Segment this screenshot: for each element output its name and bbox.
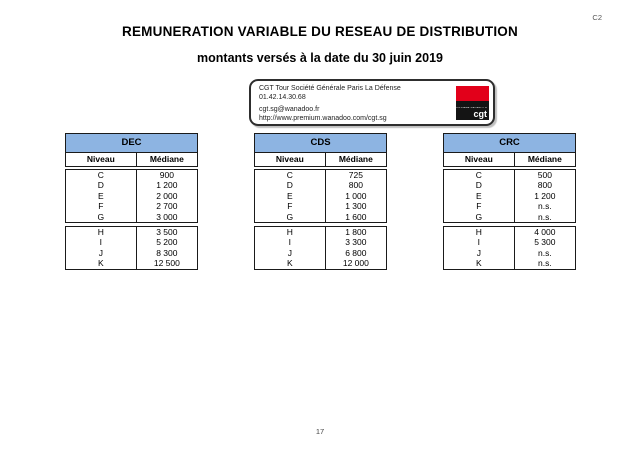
document-subtitle: montants versés à la date du 30 juin 2019 (197, 51, 443, 65)
column-header-mediane: Médiane (527, 154, 562, 164)
table-row (255, 191, 386, 201)
cell-mediane: 500 (537, 170, 552, 180)
page-number: 17 (315, 427, 325, 436)
cell-mediane: 900 (159, 170, 174, 180)
stamp-address: CGT Tour Société Générale Paris La Défense (259, 85, 401, 92)
table-row (255, 248, 386, 258)
cell-mediane: 5 300 (534, 237, 556, 248)
cell-niveau: F (255, 201, 326, 211)
cell-niveau: C (66, 170, 137, 180)
cell-niveau: G (255, 212, 326, 222)
table-row (255, 237, 386, 247)
table-row (255, 170, 386, 180)
cell-niveau: D (444, 180, 515, 190)
table-row (444, 212, 575, 222)
cell-mediane: n.s. (538, 258, 552, 269)
cell-mediane: 1 600 (345, 211, 367, 222)
cell-mediane: 12 000 (342, 258, 369, 269)
cgt-societe-generale-logo-icon (456, 86, 489, 120)
table-dec (65, 133, 198, 270)
cell-mediane: 1 000 (345, 190, 367, 201)
column-header-mediane: Médiane (338, 154, 373, 164)
classification-mark: C2 (592, 13, 602, 22)
cell-niveau: H (255, 227, 326, 237)
cell-niveau: F (66, 201, 137, 211)
cell-mediane: 1 200 (534, 190, 556, 201)
column-header-mediane: Médiane (149, 154, 184, 164)
cell-niveau: I (66, 237, 137, 247)
table-row (255, 227, 386, 237)
table-row (66, 180, 197, 190)
cell-niveau: F (444, 201, 515, 211)
cell-mediane: 2 700 (156, 201, 178, 212)
table-cds-section-1 (254, 169, 387, 223)
table-cds-column-headers (254, 153, 387, 167)
cell-mediane: 3 000 (156, 211, 178, 222)
cell-niveau: J (66, 248, 137, 258)
cell-niveau: H (66, 227, 137, 237)
cell-mediane: 6 800 (345, 247, 367, 258)
table-crc-title: CRC (443, 133, 576, 153)
table-row (444, 180, 575, 190)
cell-mediane: 12 500 (153, 258, 180, 269)
table-row (444, 170, 575, 180)
cell-niveau: C (444, 170, 515, 180)
cell-mediane: 1 800 (345, 226, 367, 237)
table-row (66, 170, 197, 180)
cell-mediane: 3 300 (345, 237, 367, 248)
table-row (444, 191, 575, 201)
cell-niveau: J (444, 248, 515, 258)
cell-niveau: K (255, 258, 326, 268)
cell-niveau: E (66, 191, 137, 201)
table-row (66, 191, 197, 201)
table-crc (443, 133, 576, 270)
table-crc-column-headers (443, 153, 576, 167)
table-row (444, 258, 575, 268)
table-row (66, 248, 197, 258)
table-dec-section-1 (65, 169, 198, 223)
cell-mediane: 8 300 (156, 247, 178, 258)
cell-niveau: I (444, 237, 515, 247)
table-dec-title: DEC (65, 133, 198, 153)
table-row (66, 258, 197, 268)
cell-mediane: n.s. (538, 247, 552, 258)
cell-niveau: G (444, 212, 515, 222)
table-row (444, 227, 575, 237)
table-cds (254, 133, 387, 270)
table-row (444, 248, 575, 258)
logo-cgt-text: cgt (456, 108, 489, 120)
cell-niveau: K (66, 258, 137, 268)
cell-niveau: D (255, 180, 326, 190)
stamp-text-block (259, 85, 401, 123)
column-header-niveau: Niveau (66, 153, 137, 166)
cell-mediane: 800 (348, 180, 363, 191)
table-row (255, 212, 386, 222)
column-header-niveau: Niveau (255, 153, 326, 166)
table-cds-title: CDS (254, 133, 387, 153)
cell-niveau: D (66, 180, 137, 190)
cell-niveau: H (444, 227, 515, 237)
logo-band (456, 101, 489, 108)
table-dec-section-2 (65, 226, 198, 270)
cell-mediane: 1 200 (156, 180, 178, 191)
cell-mediane: 5 200 (156, 237, 178, 248)
cell-mediane: n.s. (538, 211, 552, 222)
table-row (255, 180, 386, 190)
table-cds-section-2 (254, 226, 387, 270)
cell-niveau: E (444, 191, 515, 201)
cell-mediane: 2 000 (156, 190, 178, 201)
cell-mediane: n.s. (538, 201, 552, 212)
table-row (66, 237, 197, 247)
cell-mediane: 725 (348, 170, 363, 180)
table-row (444, 201, 575, 211)
table-row (444, 237, 575, 247)
table-dec-column-headers (65, 153, 198, 167)
table-row (255, 201, 386, 211)
stamp-email: cgt.sg@wanadoo.fr (259, 106, 320, 114)
table-row (66, 227, 197, 237)
stamp-website: http://www.premium.wanadoo.com/cgt.sg (259, 114, 387, 122)
table-crc-section-1 (443, 169, 576, 223)
cgt-contact-stamp (249, 79, 495, 126)
table-crc-section-2 (443, 226, 576, 270)
cell-mediane: 800 (537, 180, 552, 191)
column-header-niveau: Niveau (444, 153, 515, 166)
cell-mediane: 3 500 (156, 226, 178, 237)
cell-mediane: 1 300 (345, 201, 367, 212)
cell-niveau: K (444, 258, 515, 268)
table-row (66, 212, 197, 222)
cell-niveau: G (66, 212, 137, 222)
document-title: REMUNERATION VARIABLE DU RESEAU DE DISTRIBUTION (122, 24, 518, 39)
cell-niveau: J (255, 248, 326, 258)
cell-niveau: I (255, 237, 326, 247)
cell-niveau: E (255, 191, 326, 201)
cell-mediane: 4 000 (534, 226, 556, 237)
table-row (66, 201, 197, 211)
table-row (255, 258, 386, 268)
cell-niveau: C (255, 170, 326, 180)
stamp-phone: 01.42.14.30.68 (259, 93, 306, 101)
